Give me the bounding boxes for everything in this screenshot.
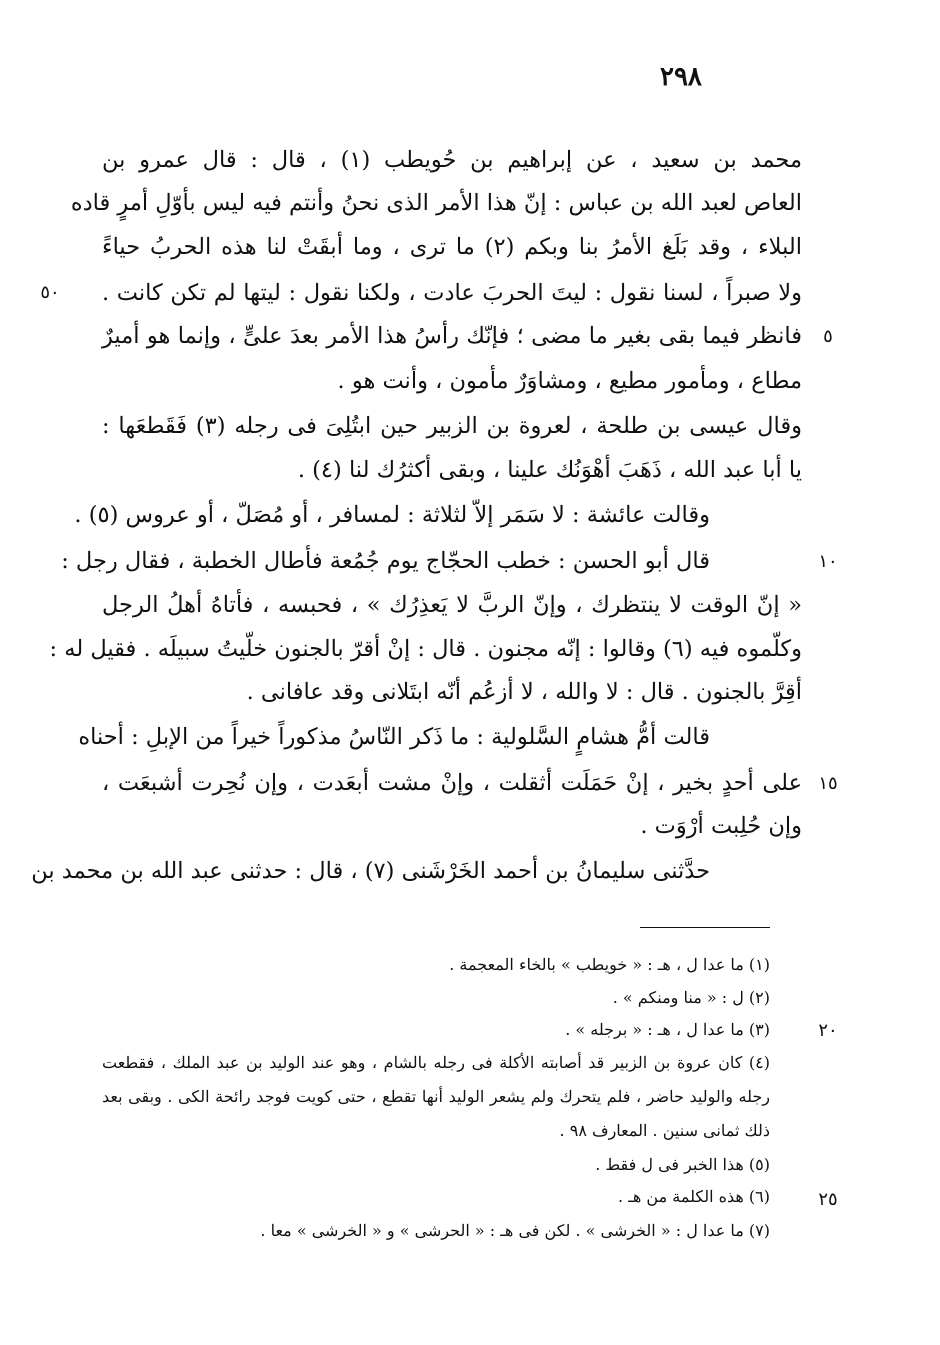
footnote: (٣) ما عدا ل ، هـ : « برجله » . xyxy=(565,1020,770,1039)
text-line: قال أبو الحسن : خطب الحجّاج يوم جُمُعة فأطال الخطبة ، فقال رجل : xyxy=(61,548,710,574)
text-line: وكلّموه فيه (٦) وقالوا : إنّه مجنون . قال : إنْ أقرّ بالجنون خلّيتُ سبيلَه . فقيل له : xyxy=(49,636,802,662)
footnote: (٦) هذه الكلمة من هـ . xyxy=(618,1187,770,1206)
text-line: حدَّثنى سليمانُ بن أحمد الخَرْشَنى (٧) ، قال : حدثنى عبد الله بن محمد بن xyxy=(31,858,710,884)
text-line: يا أبا عبد الله ، ذَهَبَ أهْوَنُك علينا ، وبقى أكثرُك لنا (٤) . xyxy=(297,457,802,483)
footnote: (٥) هذا الخبر فى ل فقط . xyxy=(595,1155,770,1174)
footnote: (١) ما عدا ل ، هـ : « خويطب » بالخاء المعجمة . xyxy=(449,955,770,974)
text-line: على أحدٍ بخير ، إنْ حَمَلَت أثقلت ، وإنْ مشت أبعَدت ، وإن نُحِرت أشبعَت ، xyxy=(102,770,802,796)
margin-line-number: ٢٥ xyxy=(818,1189,838,1210)
text-line: مطاع ، ومأمور مطيع ، ومشاوَرٌ مأمون ، وأنت هو . xyxy=(337,368,802,394)
text-line: قالت أمُّ هشامٍ السَّلولية : ما ذَكر النّاسُ مذكوراً خيراً من الإبلِ : أحناه xyxy=(78,724,710,750)
text-line: وقالت عائشة : لا سَمَر إلاّ لثلاثة : لمسافر ، أو مُصَلّ ، أو عروس (٥) . xyxy=(74,502,710,528)
footnote-separator xyxy=(640,927,770,928)
margin-line-number: ٥ xyxy=(823,326,833,347)
text-line: وقال عيسى بن طلحة ، لعروة بن الزبير حين ابتُلِىَ فى رجله (٣) فَقَطعَها : xyxy=(102,413,802,439)
text-line: وإن حُلِبت أرْوَت . xyxy=(640,813,802,839)
text-line: البلاء ، وقد بَلَغ الأمرُ بنا وبكم (٢) ما ترى ، وما أبقَتْ لنا هذه الحربُ حياءً xyxy=(102,234,802,260)
text-line: فانظر فيما بقى بغير ما مضى ؛ فإنّك رأسُ هذا الأمر بعدَ علىٍّ ، وإنما هو أميرٌ xyxy=(102,323,802,349)
footnote: (٢) ل : « منا ومنكم » . xyxy=(612,988,770,1007)
text-line: العاص لعبد الله بن عباس : إنّ هذا الأمر الذى نحنُ وأنتم فيه ليس بأوّلِ أمرٍ قاده xyxy=(70,190,802,216)
page-number: ٢٩٨ xyxy=(660,62,702,92)
margin-line-number: ١٠ xyxy=(818,551,838,572)
footnote: (٧) ما عدا ل : « الخرشى » . لكن فى هـ : « الحرشى » و « الخرشى » معا . xyxy=(260,1221,770,1240)
footnote: (٤) كان عروة بن الزبير قد أصابته الأكلة فى رجله بالشام ، وهو عند الوليد بن عبد الملك ، فقطعت xyxy=(102,1053,770,1072)
text-line: محمد بن سعيد ، عن إبراهيم بن حُويطب (١) ، قال : قال عمرو بن xyxy=(102,147,802,173)
margin-line-number: ٥٠ xyxy=(40,282,60,303)
footnote-continuation: رجله والوليد حاضر ، فلم يتحرك ولم يشعر الوليد أنها تقطع ، حتى كويت فوجد رائحة الكى . وبقى بعد xyxy=(102,1087,771,1106)
text-line: أقِرَّ بالجنون . قال : لا والله ، لا أزعُم أنّه ابتَلانى وقد عافانى . xyxy=(246,679,802,705)
footnote-continuation: ذلك ثمانى سنين . المعارف ٩٨ . xyxy=(559,1121,770,1140)
text-line: ولا صبراً ، لسنا نقول : ليتَ الحربَ عادت ، ولكنا نقول : ليتها لم تكن كانت . xyxy=(102,280,802,306)
text-line: « إنّ الوقت لا ينتظرك ، وإنّ الربَّ لا يَعذِرُك » ، فحبسه ، فأتاهُ أهلُ الرجل xyxy=(102,592,802,618)
margin-line-number: ٢٠ xyxy=(818,1020,838,1041)
margin-line-number: ١٥ xyxy=(818,773,838,794)
